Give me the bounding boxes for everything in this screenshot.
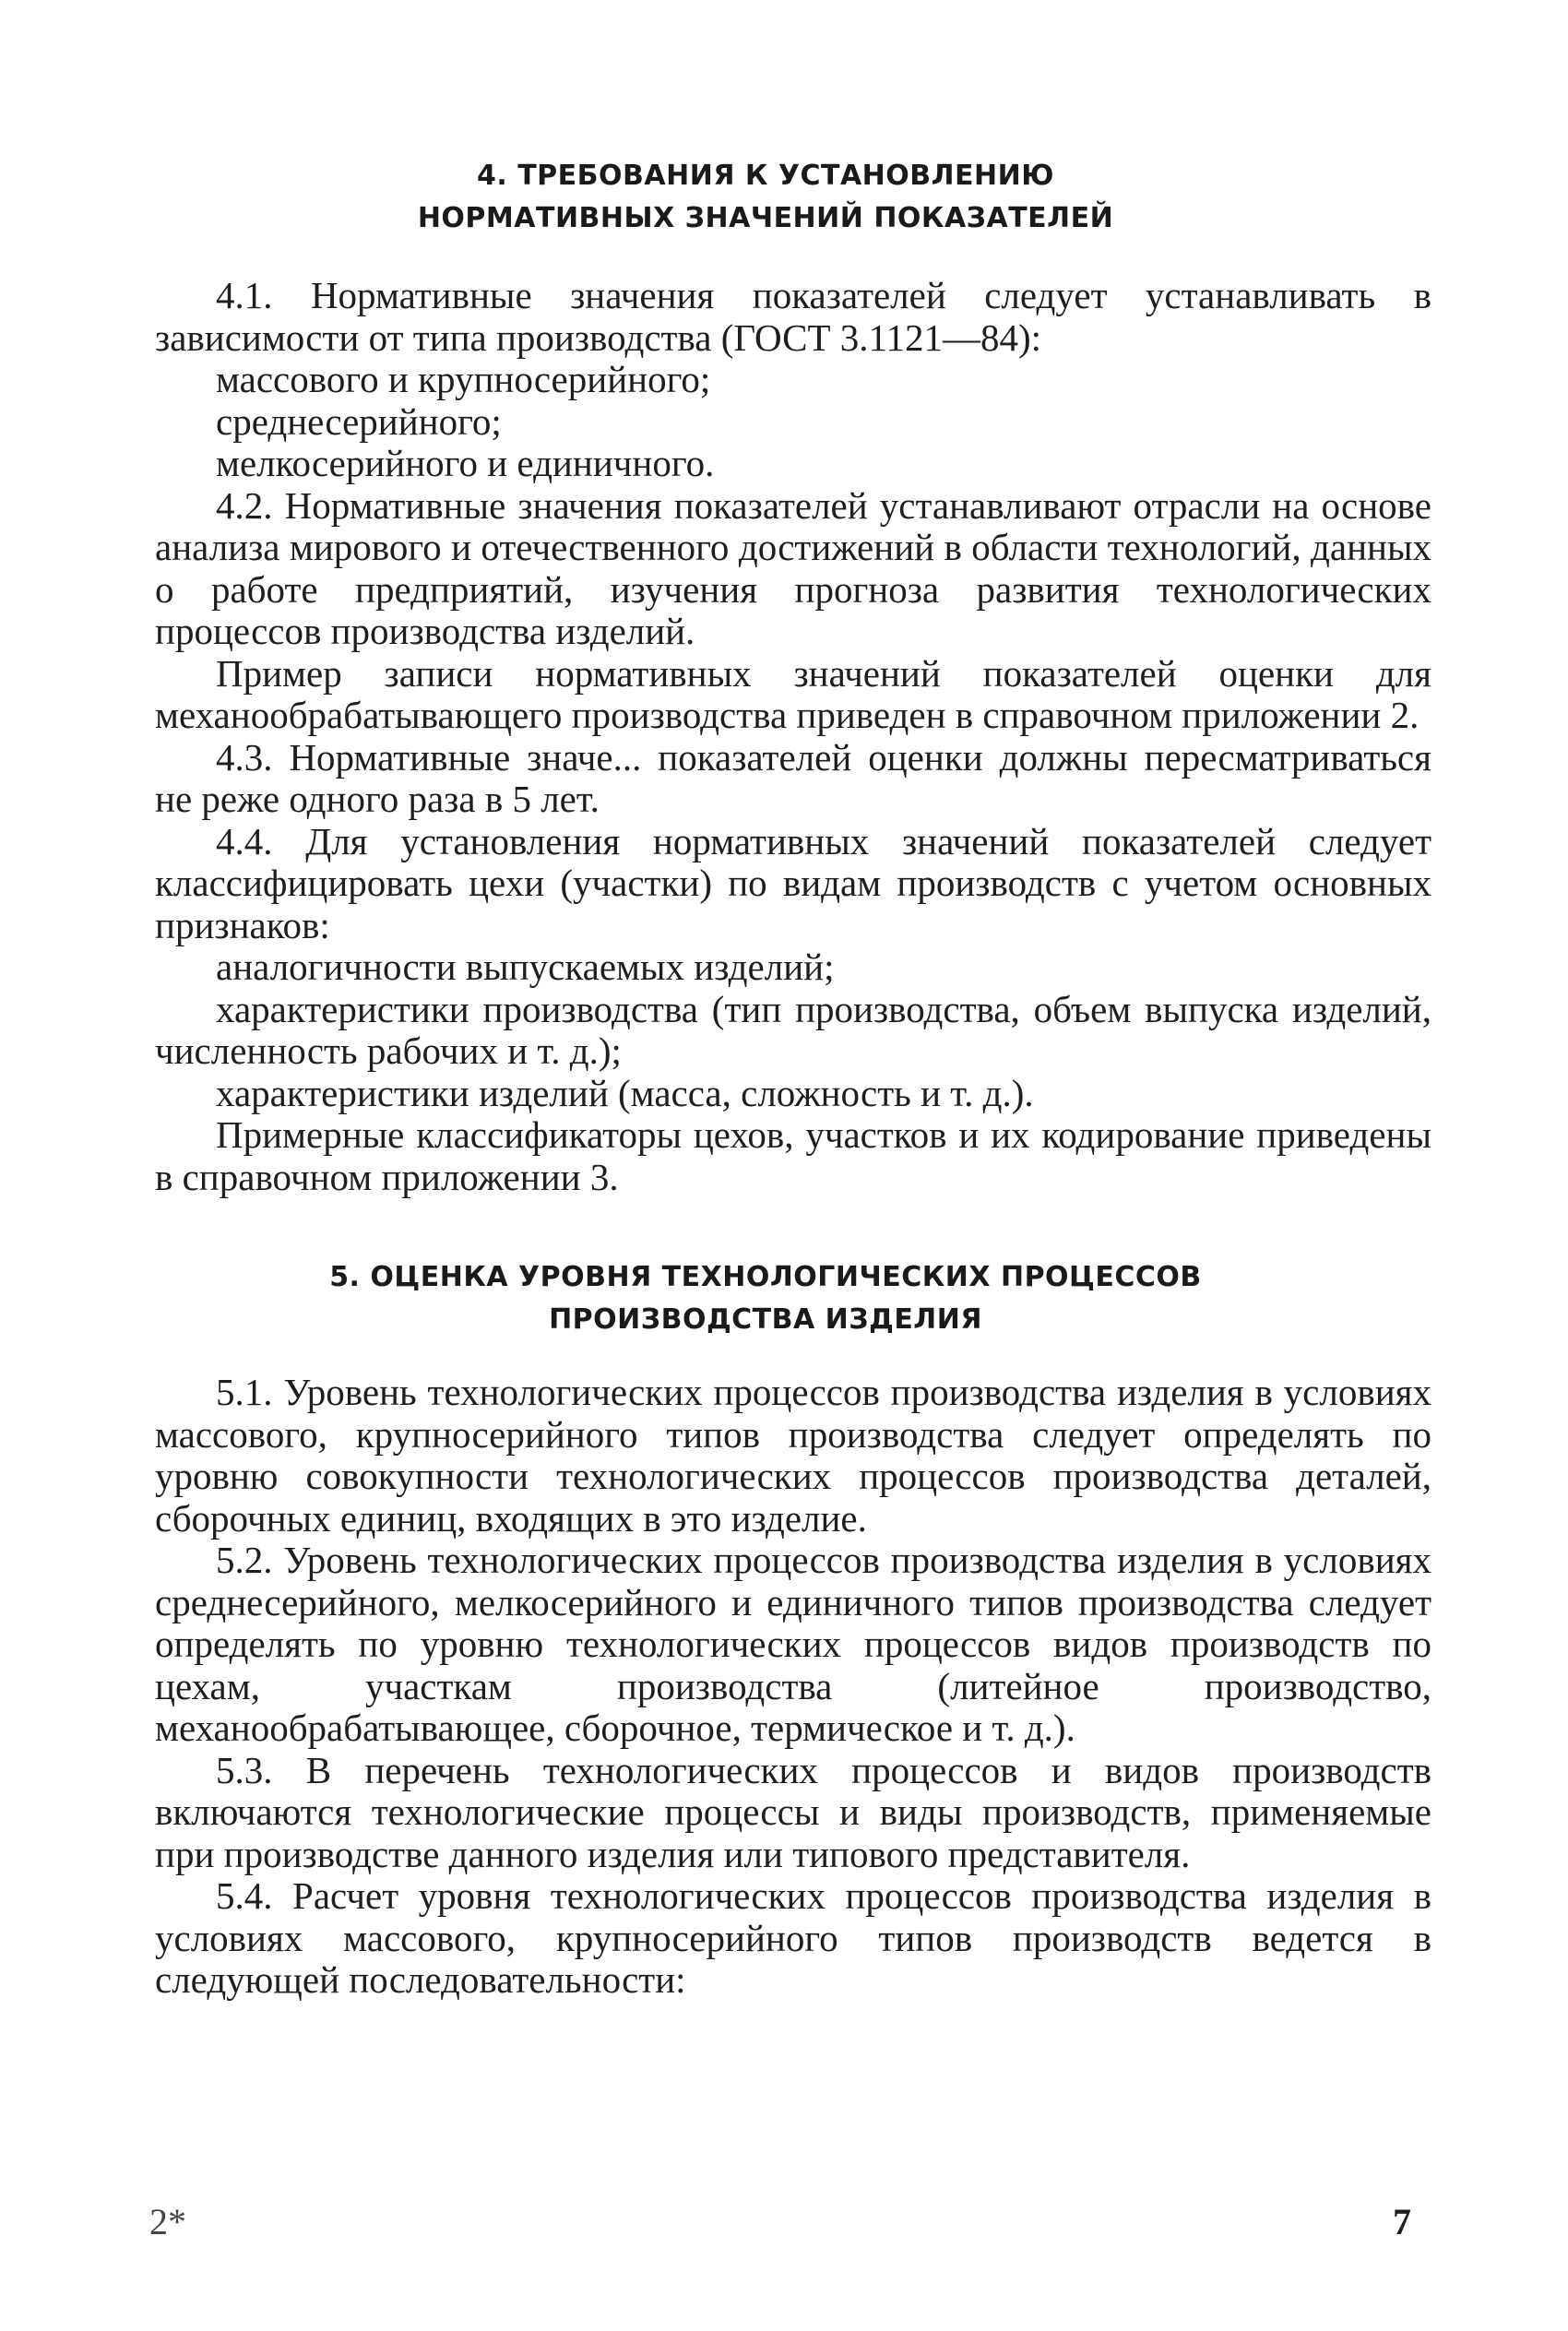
section-4-title-line-2: НОРМАТИВНЫХ ЗНАЧЕНИЙ ПОКАЗАТЕЛЕЙ [417,202,1114,234]
section-5-title-line-1: 5. ОЦЕНКА УРОВНЯ ТЕХНОЛОГИЧЕСКИХ ПРОЦЕССОВ [329,1261,1202,1293]
paragraph-5-1: 5.1. Уровень технологических процессов производства изделия в условиях массового, крупносерийного типов производства следует определять по уровню совокупности технологических процессов производства деталей, сборочных единиц, входящих в это изделие. [155,1371,1431,1540]
paragraph-5-4: 5.4. Расчет уровня технологических процессов производства изделия в условиях массового, крупносерийного типов производств ведется в следующей последовательности: [155,1874,1431,2001]
paragraph-4-1: 4.1. Нормативные значения показателей следует устанавливать в зависимости от типа производства (ГОСТ 3.1121—84): [155,274,1431,359]
list-item-mass-production: массового и крупносерийного; [216,358,711,400]
paragraph-5-3: 5.3. В перечень технологических процессов и видов производств включаются технологические процессы и виды производств, применяемые при производстве данного изделия или типового представителя. [155,1748,1431,1875]
paragraph-4-3: 4.3. Нормативные значе... показателей оценки должны пересматриваться не реже одного раза в 5 лет. [155,735,1431,820]
list-item-medium-series: среднесерийного; [216,399,502,443]
list-item-item-characteristics: характеристики изделий (масса, сложность и т. д.). [216,1071,1034,1114]
list-item-analog: аналогичности выпускаемых изделий; [216,945,835,988]
section-4-title [184,155,1347,240]
paragraph-5-2: 5.2. Уровень технологических процессов производства изделия в условиях среднесерийного, мелкосерийного и единичного типов производства следует определять по уровню технологических процессов видов производств по цехам, участкам производства (литейное производство, механообрабатывающее, сборочное, термическое и т. д.). [155,1539,1431,1749]
section-5-body [155,1372,1431,2002]
list-item-production-characteristics: характеристики производства (тип производства, объем выпуска изделий, численность рабочих и т. д.); [155,987,1431,1072]
signature-mark: 2* [149,2201,186,2242]
paragraph-4-4: 4.4. Для установления нормативных значений показателей следует классифицировать цехи (участки) по видам производств с учетом основных признаков: [155,819,1431,946]
page-number: 7 [1393,2201,1411,2242]
section-4-body [155,275,1431,1198]
paragraph-example: Пример записи нормативных значений показателей оценки для механообрабатывающего производства приведен в справочном приложении 2. [155,651,1431,736]
paragraph-classifiers: Примерные классификаторы цехов, участков и их кодирование приведены в справочном приложении 3. [155,1113,1431,1198]
section-5-title-line-2: ПРОИЗВОДСТВА ИЗДЕЛИЯ [549,1303,982,1336]
section-4-title-line-1: 4. ТРЕБОВАНИЯ К УСТАНОВЛЕНИЮ [477,160,1054,192]
section-5-title [184,1256,1347,1341]
paragraph-4-2: 4.2. Нормативные значения показателей устанавливают отрасли на основе анализа мирового и отечественного достижений в области технологий, данных о работе предприятий, изучения прогноза развития технологических процессов производства изделий. [155,483,1431,652]
list-item-small-series: мелкосерийного и единичного. [216,442,715,484]
